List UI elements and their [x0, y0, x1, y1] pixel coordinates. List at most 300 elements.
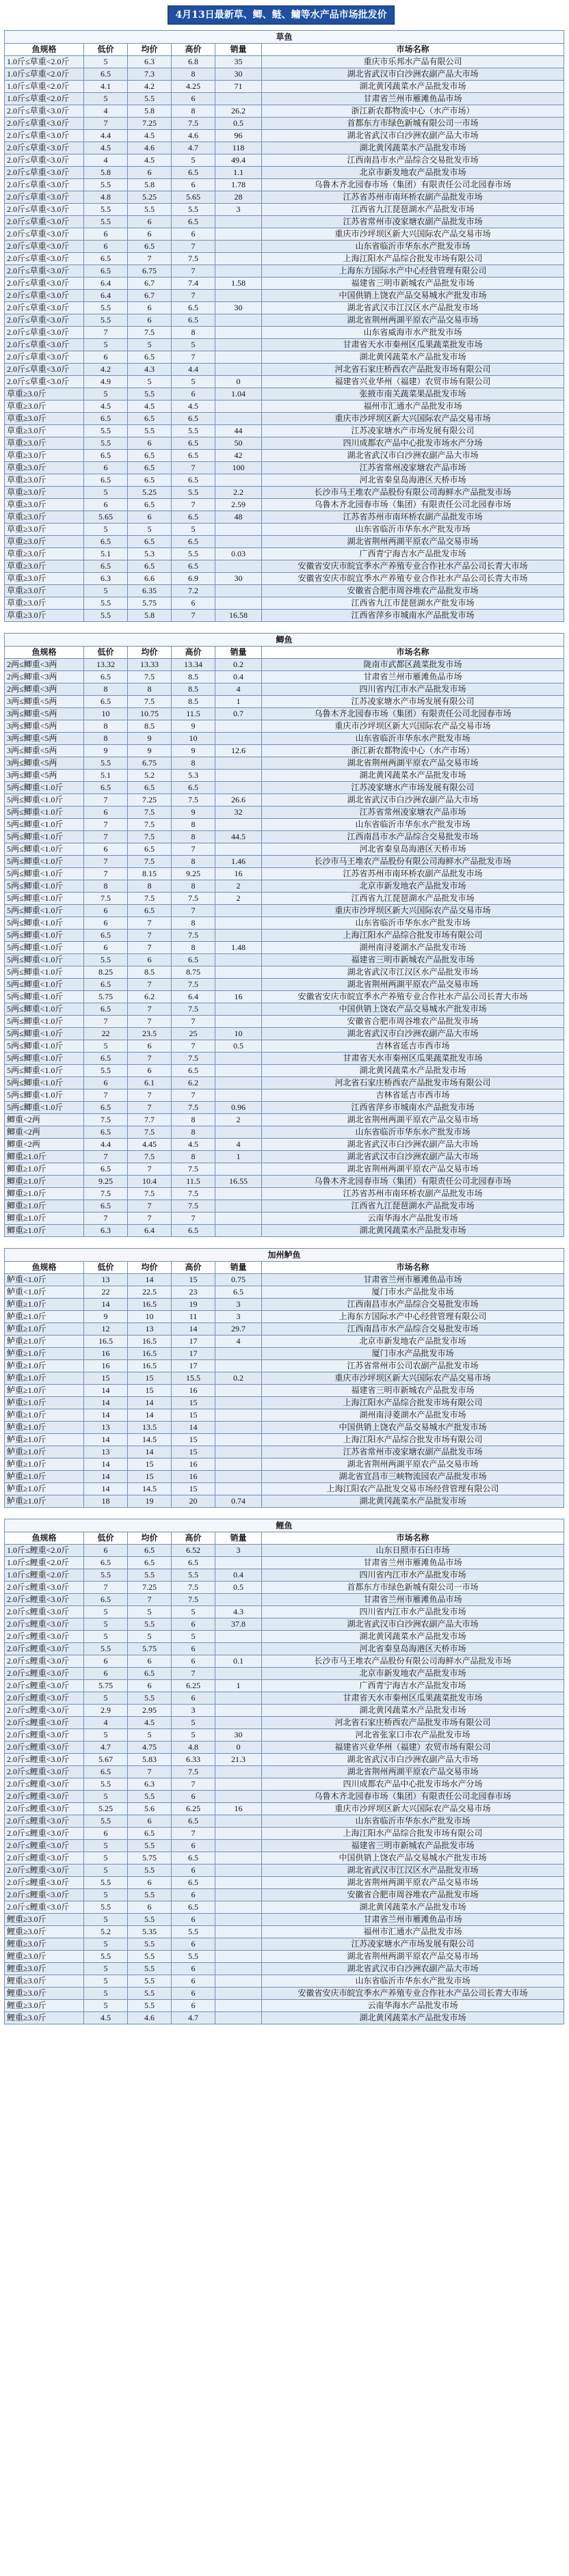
low-price-cell: 5 [84, 1631, 128, 1643]
avg-price-cell: 4.2 [128, 81, 172, 93]
volume-cell [215, 1840, 262, 1852]
volume-cell: 21.3 [215, 1754, 262, 1766]
volume-cell [215, 782, 262, 794]
volume-cell [215, 1914, 262, 1926]
high-price-cell: 6.25 [172, 1803, 215, 1815]
high-price-cell: 6 [172, 388, 215, 401]
low-price-cell: 5.5 [84, 1778, 128, 1791]
market-cell: 中国供销上饶农产品交易城水产批发市场 [262, 1422, 564, 1434]
table-row [5, 966, 564, 979]
avg-price-cell: 5.75 [128, 1643, 172, 1655]
low-price-cell: 6 [84, 1077, 128, 1089]
low-price-cell: 5.5 [84, 1065, 128, 1077]
volume-cell: 10 [215, 1028, 262, 1040]
spec-cell: 草重≥3.0斤 [5, 560, 84, 573]
low-price-cell: 5.5 [84, 302, 128, 314]
table-row [5, 450, 564, 462]
market-cell: 湖北省荆州两湖平原农产品交易市场 [262, 979, 564, 991]
low-price-cell: 14 [84, 1409, 128, 1422]
volume-cell [215, 1951, 262, 1963]
table-row [5, 942, 564, 954]
spec-cell: 3两≤鲫重<5两 [5, 745, 84, 757]
avg-price-cell: 5.5 [128, 1938, 172, 1951]
market-cell: 四川省内江市水产品批发市场 [262, 1569, 564, 1582]
low-price-cell: 22 [84, 1286, 128, 1299]
high-price-cell: 15 [172, 1397, 215, 1409]
spec-cell: 5两≤鲫重<1.0斤 [5, 1028, 84, 1040]
low-price-cell: 5.65 [84, 511, 128, 524]
market-cell: 中国供销上饶农产品交易城水产批发市场 [262, 290, 564, 302]
avg-price-cell: 6 [128, 954, 172, 966]
market-cell: 四川省内江市水产品批发市场 [262, 683, 564, 696]
avg-price-cell: 5.5 [128, 1618, 172, 1631]
low-price-cell: 6 [84, 499, 128, 511]
low-price-cell: 6 [84, 228, 128, 241]
low-price-cell: 7 [84, 819, 128, 831]
high-price-cell: 10 [172, 733, 215, 745]
spec-cell: 2.0斤≤鲤重<3.0斤 [5, 1729, 84, 1741]
high-price-cell: 7 [172, 462, 215, 474]
market-cell: 湖北省武汉市江汉区水产品批发市场 [262, 966, 564, 979]
spec-cell: 5两≤鲫重<1.0斤 [5, 794, 84, 806]
spec-cell: 5两≤鲫重<1.0斤 [5, 1065, 84, 1077]
spec-cell: 草重≥3.0斤 [5, 597, 84, 610]
high-price-cell: 13.34 [172, 659, 215, 671]
market-cell: 江西省九江市琵琶湖水产批发市场 [262, 597, 564, 610]
avg-price-cell: 15 [128, 1372, 172, 1385]
market-cell: 江苏省苏州市南环桥农副产品批发市场 [262, 191, 564, 204]
avg-price-cell: 8.5 [128, 720, 172, 733]
avg-price-cell: 6.5 [128, 1545, 172, 1557]
low-price-cell: 13.32 [84, 659, 128, 671]
low-price-cell: 5.25 [84, 1803, 128, 1815]
low-price-cell: 4 [84, 154, 128, 167]
spec-cell: 2.0斤≤鲤重<3.0斤 [5, 1692, 84, 1705]
high-price-cell: 4.5 [172, 1139, 215, 1151]
low-price-cell: 7 [84, 1212, 128, 1225]
table-row [5, 1938, 564, 1951]
avg-price-cell: 5.5 [128, 1975, 172, 1988]
volume-cell [215, 1828, 262, 1840]
table-row [5, 302, 564, 314]
low-price-cell: 5 [84, 1852, 128, 1865]
avg-price-cell: 7.5 [128, 696, 172, 708]
avg-price-cell: 6.5 [128, 241, 172, 253]
section-spacer [5, 1237, 564, 1249]
market-cell: 长沙市马王堆农产品股份有限公司海鲜水产品批发市场 [262, 856, 564, 868]
high-price-cell: 6 [172, 1938, 215, 1951]
table-row [5, 671, 564, 683]
market-cell: 重庆市沙坪坝区新大兴国际农产品交易市场 [262, 905, 564, 917]
volume-cell [215, 1975, 262, 1988]
table-row [5, 1840, 564, 1852]
high-price-cell: 8 [172, 327, 215, 339]
avg-price-cell: 14.5 [128, 1434, 172, 1446]
volume-cell: 32 [215, 806, 262, 819]
spec-cell: 2.0斤≤鲤重<3.0斤 [5, 1643, 84, 1655]
spec-cell: 2.0斤≤鲤重<3.0斤 [5, 1877, 84, 1889]
low-price-cell: 14 [84, 1434, 128, 1446]
table-row [5, 1336, 564, 1348]
avg-price-cell: 5 [128, 376, 172, 388]
volume-cell [215, 2012, 262, 2024]
low-price-cell: 15 [84, 1372, 128, 1385]
volume-cell: 0.1 [215, 1655, 262, 1668]
low-price-cell: 5 [84, 93, 128, 105]
avg-price-cell: 5 [128, 524, 172, 536]
high-price-cell: 8 [172, 819, 215, 831]
market-cell: 江苏凌家塘水产市场发展有限公司 [262, 425, 564, 437]
volume-cell [215, 1926, 262, 1938]
spec-cell: 2.0斤≤草重<3.0斤 [5, 327, 84, 339]
avg-price-cell: 5.5 [128, 388, 172, 401]
market-cell: 云南华海水产品批发市场 [262, 1212, 564, 1225]
volume-cell [215, 1077, 262, 1089]
volume-cell [215, 241, 262, 253]
market-cell: 乌鲁木齐北园春市场（集团）有限责任公司北园春市场 [262, 1791, 564, 1803]
volume-cell: 16.55 [215, 1176, 262, 1188]
spec-cell: 鲫重≥1.0斤 [5, 1225, 84, 1237]
table-row [5, 991, 564, 1003]
low-price-cell: 12 [84, 1323, 128, 1336]
low-price-cell: 5 [84, 1963, 128, 1975]
volume-cell: 2 [215, 893, 262, 905]
low-price-cell: 5 [84, 1975, 128, 1988]
section-title: 鲤鱼 [5, 1519, 564, 1532]
table-row [5, 880, 564, 893]
market-cell: 浙江新农都物流中心（水产市场） [262, 105, 564, 118]
high-price-cell: 6 [172, 1914, 215, 1926]
volume-cell [215, 1963, 262, 1975]
avg-price-cell: 14 [128, 1274, 172, 1286]
spec-cell: 1.0斤≤草重<2.0斤 [5, 81, 84, 93]
market-cell: 江西省萍乡市城南水产品批发市场 [262, 610, 564, 622]
market-cell: 湖北黄冈蔬菜水产品批发市场 [262, 351, 564, 364]
avg-price-cell: 15 [128, 1385, 172, 1397]
volume-cell: 3 [215, 1545, 262, 1557]
volume-cell: 44.5 [215, 831, 262, 843]
high-price-cell: 5 [172, 339, 215, 351]
low-price-cell: 14 [84, 1299, 128, 1311]
avg-price-cell: 7 [128, 1200, 172, 1212]
market-cell: 江西省九江琵琶湖水产品批发市场 [262, 204, 564, 216]
volume-cell [215, 1225, 262, 1237]
volume-cell [215, 1557, 262, 1569]
market-cell: 山东省临沂市华东水产批发市场 [262, 241, 564, 253]
volume-cell [215, 954, 262, 966]
table-row [5, 290, 564, 302]
spec-cell: 3两≤鲫重<5两 [5, 720, 84, 733]
high-price-cell: 5.5 [172, 1951, 215, 1963]
table-row [5, 130, 564, 142]
market-cell: 湖北黄冈蔬菜水产品批发市场 [262, 1901, 564, 1914]
market-cell: 四川成都农产品中心批发市场水产分场 [262, 1778, 564, 1791]
avg-price-cell: 4.3 [128, 364, 172, 376]
spec-cell: 鲫重≥1.0斤 [5, 1163, 84, 1176]
high-price-cell: 8 [172, 880, 215, 893]
table-row [5, 733, 564, 745]
volume-cell [215, 1705, 262, 1717]
high-price-cell: 6.5 [172, 302, 215, 314]
high-price-cell: 8 [172, 856, 215, 868]
low-price-cell: 5 [84, 388, 128, 401]
spec-cell: 2.0斤≤草重<3.0斤 [5, 265, 84, 277]
spec-cell: 2.0斤≤鲤重<3.0斤 [5, 1631, 84, 1643]
avg-price-cell: 7 [128, 1016, 172, 1028]
avg-price-cell: 6.5 [128, 1668, 172, 1680]
market-cell: 安徽省合肥市周谷堆农产品批发市场 [262, 585, 564, 597]
market-cell: 重庆市沙坪坝区新大兴国际农产品交易市场 [262, 1372, 564, 1385]
table-row [5, 536, 564, 548]
avg-price-cell: 7.5 [128, 819, 172, 831]
market-cell: 湖北省武汉市白沙洲农副产品大市场 [262, 450, 564, 462]
volume-cell: 12.6 [215, 745, 262, 757]
market-cell: 山东省临沂市华东水产批发市场 [262, 1975, 564, 1988]
header-market: 市场名称 [262, 1262, 564, 1274]
market-cell: 甘肃省天水市秦州区瓜果蔬菜批发市场 [262, 1053, 564, 1065]
volume-cell [215, 1471, 262, 1483]
table-row [5, 1348, 564, 1360]
avg-price-cell: 14.5 [128, 1483, 172, 1495]
section-title: 草鱼 [5, 31, 564, 44]
high-price-cell: 6 [172, 1643, 215, 1655]
avg-price-cell: 5.5 [128, 1569, 172, 1582]
high-price-cell: 7.5 [172, 1200, 215, 1212]
market-cell: 上海江阳水产品综合批发市场有限公司 [262, 253, 564, 265]
avg-price-cell: 5.5 [128, 1951, 172, 1963]
high-price-cell: 6.5 [172, 1901, 215, 1914]
table-row [5, 1028, 564, 1040]
volume-cell: 1.04 [215, 388, 262, 401]
low-price-cell: 6.5 [84, 979, 128, 991]
volume-cell [215, 1766, 262, 1778]
low-price-cell: 5.5 [84, 1951, 128, 1963]
volume-cell [215, 1053, 262, 1065]
table-row [5, 1828, 564, 1840]
high-price-cell: 8 [172, 1126, 215, 1139]
volume-cell [215, 930, 262, 942]
low-price-cell: 6.4 [84, 290, 128, 302]
low-price-cell: 4.9 [84, 376, 128, 388]
table-row [5, 1434, 564, 1446]
avg-price-cell: 7 [128, 1102, 172, 1114]
table-row [5, 683, 564, 696]
spec-cell: 鲈重≥1.0斤 [5, 1323, 84, 1336]
market-cell: 福州市汇通水产品批发市场 [262, 1926, 564, 1938]
market-cell: 吉林省延吉市西市场 [262, 1040, 564, 1053]
table-row [5, 1422, 564, 1434]
volume-cell [215, 720, 262, 733]
market-cell: 首都东方市绿色新城有限公司一市场 [262, 1582, 564, 1594]
market-cell: 福建省三明市新城农产品批发市场 [262, 1840, 564, 1852]
spec-cell: 鲈重<1.0斤 [5, 1274, 84, 1286]
spec-cell: 2.0斤≤草重<3.0斤 [5, 142, 84, 154]
low-price-cell: 7.5 [84, 893, 128, 905]
volume-cell: 42 [215, 450, 262, 462]
avg-price-cell: 7 [128, 1163, 172, 1176]
low-price-cell: 8 [84, 720, 128, 733]
spec-cell: 草重≥3.0斤 [5, 585, 84, 597]
table-row [5, 708, 564, 720]
market-cell: 福建省三明市新城农产品批发市场 [262, 954, 564, 966]
market-cell: 江西南昌市水产品综合交易批发市场 [262, 1323, 564, 1336]
high-price-cell: 8.75 [172, 966, 215, 979]
table-row [5, 437, 564, 450]
low-price-cell: 5.5 [84, 1643, 128, 1655]
table-row [5, 364, 564, 376]
header-market: 市场名称 [262, 44, 564, 56]
high-price-cell: 19 [172, 1299, 215, 1311]
market-cell: 吉林省延吉市西市场 [262, 1089, 564, 1102]
spec-cell: 鲈重≥1.0斤 [5, 1336, 84, 1348]
avg-price-cell: 5.8 [128, 105, 172, 118]
table-row [5, 1643, 564, 1655]
volume-cell: 4 [215, 1139, 262, 1151]
high-price-cell: 5.5 [172, 1569, 215, 1582]
volume-cell: 0.96 [215, 1102, 262, 1114]
spec-cell: 2.0斤≤鲤重<3.0斤 [5, 1741, 84, 1754]
table-row [5, 548, 564, 560]
low-price-cell: 5 [84, 1618, 128, 1631]
table-row [5, 1692, 564, 1705]
market-cell: 广西青宁海吉水产品批发市场 [262, 548, 564, 560]
table-row [5, 1803, 564, 1815]
section-title-row [5, 634, 564, 647]
market-cell: 湖北省荆州两湖平原农产品交易市场 [262, 1459, 564, 1471]
high-price-cell: 8.5 [172, 683, 215, 696]
spec-cell: 鲫重<2两 [5, 1114, 84, 1126]
market-cell: 湖北省荆州两湖平原农产品交易市场 [262, 1877, 564, 1889]
avg-price-cell: 6.3 [128, 1778, 172, 1791]
table-row [5, 204, 564, 216]
volume-cell [215, 1459, 262, 1471]
table-row [5, 597, 564, 610]
high-price-cell: 7 [172, 1668, 215, 1680]
table-row [5, 573, 564, 585]
low-price-cell: 4.1 [84, 81, 128, 93]
table-row [5, 1089, 564, 1102]
table-row [5, 1176, 564, 1188]
low-price-cell: 6.5 [84, 450, 128, 462]
volume-cell [215, 1409, 262, 1422]
market-cell: 乌鲁木齐北园春市场（集团）有限责任公司北园春市场 [262, 1176, 564, 1188]
avg-price-cell: 6 [128, 302, 172, 314]
table-row [5, 1668, 564, 1680]
volume-cell: 0.03 [215, 548, 262, 560]
volume-cell [215, 474, 262, 487]
spec-cell: 2.0斤≤鲤重<3.0斤 [5, 1852, 84, 1865]
low-price-cell: 13 [84, 1446, 128, 1459]
market-cell: 江苏省常州市凌家塘农副产品批发市场 [262, 216, 564, 228]
table-row [5, 105, 564, 118]
low-price-cell: 14 [84, 1483, 128, 1495]
market-cell: 上海江阳水产品综合批发市场有限公司 [262, 1434, 564, 1446]
low-price-cell: 9 [84, 745, 128, 757]
high-price-cell: 6.4 [172, 991, 215, 1003]
avg-price-cell: 7.5 [128, 856, 172, 868]
avg-price-cell: 9 [128, 733, 172, 745]
avg-price-cell: 6 [128, 216, 172, 228]
high-price-cell: 5 [172, 1631, 215, 1643]
market-cell: 河北省张家口市农产品批发市场 [262, 1729, 564, 1741]
high-price-cell: 14 [172, 1323, 215, 1336]
price-table [4, 30, 564, 2024]
table-row [5, 314, 564, 327]
volume-cell [215, 327, 262, 339]
table-row [5, 487, 564, 499]
market-cell: 湖北省武汉市白沙洲农副产品大市场 [262, 1139, 564, 1151]
avg-price-cell: 4.5 [128, 1717, 172, 1729]
spec-cell: 草重≥3.0斤 [5, 401, 84, 413]
table-row [5, 241, 564, 253]
avg-price-cell: 6.5 [128, 1557, 172, 1569]
high-price-cell: 7.5 [172, 1582, 215, 1594]
high-price-cell: 7 [172, 265, 215, 277]
table-row [5, 745, 564, 757]
high-price-cell: 20 [172, 1495, 215, 1508]
volume-cell: 1.46 [215, 856, 262, 868]
high-price-cell: 7 [172, 610, 215, 622]
market-cell: 重庆市乐邦水产品有限公司 [262, 56, 564, 68]
volume-cell: 1.78 [215, 179, 262, 191]
volume-cell [215, 228, 262, 241]
spec-cell: 2.0斤≤鲤重<3.0斤 [5, 1717, 84, 1729]
spec-cell: 草重≥3.0斤 [5, 474, 84, 487]
volume-cell: 30 [215, 68, 262, 81]
table-row [5, 770, 564, 782]
volume-cell: 2 [215, 1114, 262, 1126]
volume-cell [215, 1212, 262, 1225]
spec-cell: 草重≥3.0斤 [5, 610, 84, 622]
spec-cell: 2.0斤≤鲤重<3.0斤 [5, 1606, 84, 1618]
spec-cell: 5两≤鲫重<1.0斤 [5, 831, 84, 843]
high-price-cell: 6 [172, 93, 215, 105]
avg-price-cell: 6.3 [128, 56, 172, 68]
volume-cell [215, 733, 262, 745]
table-row [5, 1988, 564, 2000]
low-price-cell: 5.5 [84, 1901, 128, 1914]
market-cell: 北京市新发地农产品批发市场 [262, 880, 564, 893]
table-row [5, 265, 564, 277]
table-row [5, 253, 564, 265]
table-row [5, 154, 564, 167]
avg-price-cell: 4.6 [128, 142, 172, 154]
avg-price-cell: 5.35 [128, 1926, 172, 1938]
market-cell: 湖北省武汉市白沙洲农副产品大市场 [262, 1151, 564, 1163]
high-price-cell: 6.2 [172, 1077, 215, 1089]
spec-cell: 2.0斤≤草重<3.0斤 [5, 290, 84, 302]
header-market: 市场名称 [262, 647, 564, 659]
table-row [5, 142, 564, 154]
low-price-cell: 6.3 [84, 573, 128, 585]
high-price-cell: 6.5 [172, 1852, 215, 1865]
spec-cell: 2.0斤≤鲤重<3.0斤 [5, 1766, 84, 1778]
spec-cell: 2.0斤≤草重<3.0斤 [5, 376, 84, 388]
table-row [5, 499, 564, 511]
table-row [5, 1606, 564, 1618]
table-row [5, 216, 564, 228]
spec-cell: 2.0斤≤鲤重<3.0斤 [5, 1668, 84, 1680]
low-price-cell: 4.5 [84, 142, 128, 154]
column-header-row [5, 1262, 564, 1274]
spec-cell: 鲈重≥1.0斤 [5, 1483, 84, 1495]
avg-price-cell: 5.8 [128, 179, 172, 191]
high-price-cell: 7 [172, 1778, 215, 1791]
market-cell: 湖北黄冈蔬菜水产品批发市场 [262, 1065, 564, 1077]
market-cell: 湖北省武汉市白沙洲农副产品大市场 [262, 1963, 564, 1975]
avg-price-cell: 6.75 [128, 757, 172, 770]
low-price-cell: 4.5 [84, 401, 128, 413]
